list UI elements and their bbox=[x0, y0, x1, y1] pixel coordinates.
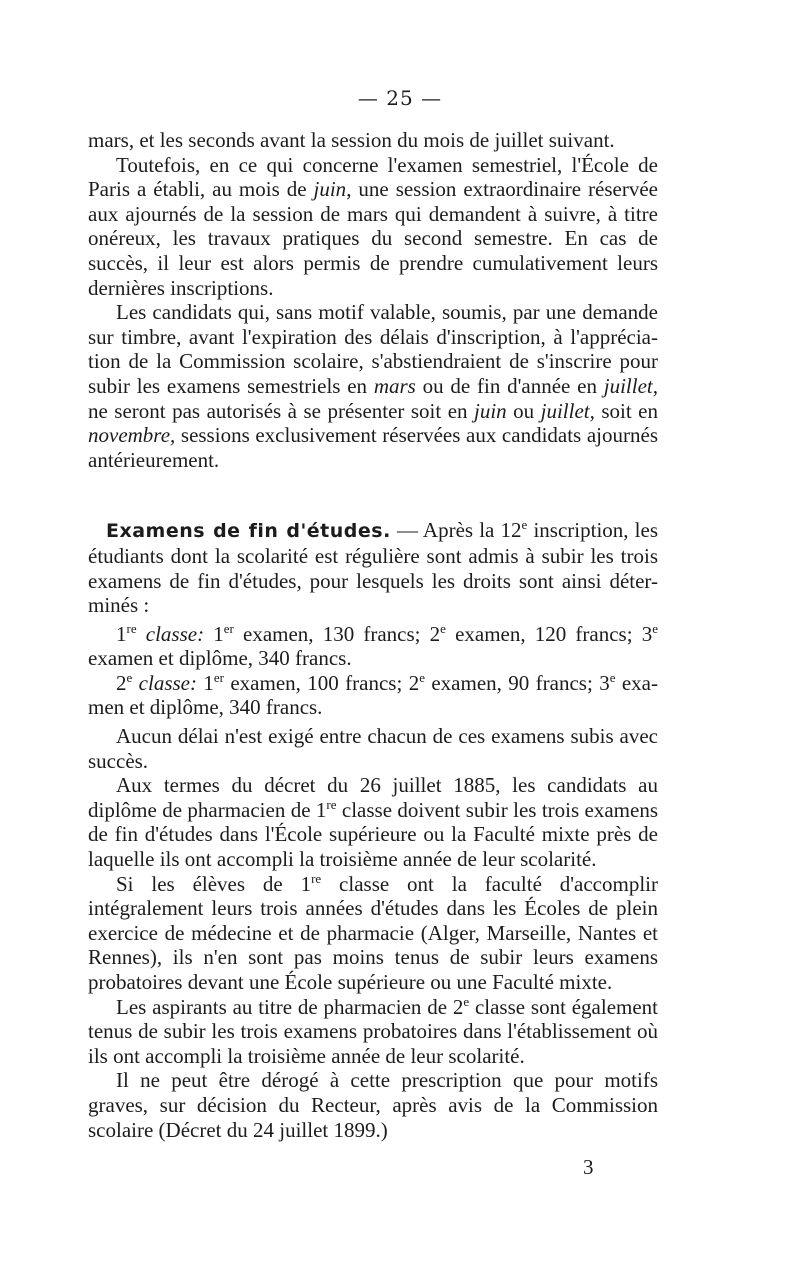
second-class-sup-b: e bbox=[419, 669, 425, 685]
paragraph-9-text: Il ne peut être dérogé à cette prescription que pour motifs graves, sur décision du Recteur, après avis de la Commission scolaire (Décret du 24 juillet 1899.) bbox=[88, 1068, 658, 1142]
paragraph-8-text-b: classe sont également tenus de subir les trois examens probatoires dans l'établissement où ils ont accompli la troisième année de leur scolarité. bbox=[88, 994, 658, 1068]
first-class-num: 1 bbox=[116, 621, 127, 646]
section-heading: Examens de fin d'études. bbox=[106, 520, 391, 543]
first-class-text-a: 1 bbox=[204, 621, 224, 646]
signature-mark: 3 bbox=[583, 1155, 594, 1179]
second-class-sup-a: er bbox=[213, 669, 224, 685]
first-class-text-d: examen et diplôme, 340 francs. bbox=[88, 646, 352, 671]
paragraph-8-sup: e bbox=[463, 993, 470, 1009]
first-class-text-b: examen, 130 francs; 2 bbox=[233, 621, 441, 646]
paragraph-8 bbox=[88, 995, 658, 1069]
paragraph-1-text: mars, et les seconds avant la session du mois de juillet suivant. bbox=[88, 128, 615, 152]
first-class-sup: re bbox=[126, 620, 137, 636]
paragraph-6-text-b: classe doivent subir les trois examens de fin d'études dans l'École supérieure ou la Faculté mixte près de laquelle ils ont accompli la troisième année de leur scolarité. bbox=[88, 797, 659, 872]
paragraph-1 bbox=[88, 128, 658, 153]
paragraph-3 bbox=[88, 300, 658, 472]
page-number: — 25 — bbox=[357, 86, 443, 110]
paragraph-7 bbox=[88, 872, 658, 995]
paragraph-2-text-a: Toutefois, en ce qui concerne l'examen semestriel, l'École de Paris a établi, au mois de bbox=[88, 152, 658, 202]
paragraph-2 bbox=[88, 153, 658, 301]
second-class-sup: e bbox=[126, 669, 133, 685]
paragraph-7-sup: re bbox=[311, 870, 322, 886]
paragraph-4-sup: e bbox=[521, 517, 528, 533]
paragraph-3-text-a: Les candidats qui, sans motif valable, soumis, par une demande sur timbre, avant l'expiration des délais d'inscription, à l'apprécia-tion de la Commission scolaire, s'abstiendraient de s'inscrire pour subir les examens semestriels en bbox=[88, 300, 658, 398]
paragraph-6 bbox=[88, 773, 658, 871]
first-class-sup-c: e bbox=[652, 620, 658, 636]
paragraph-4-text-b: inscription, les étudiants dont la scolarité est régulière sont admis à subir les trois examens de fin d'études, pour lesquels les droits sont ainsi déter-minés : bbox=[88, 518, 658, 618]
second-class-text-c: examen, 90 francs; 3 bbox=[424, 670, 610, 695]
paragraph-7-text-a: Si les élèves de 1 bbox=[116, 871, 312, 896]
second-class-num: 2 bbox=[116, 670, 127, 695]
first-class-sup-b: e bbox=[440, 620, 446, 636]
second-class-text-b: examen, 100 francs; 2 bbox=[223, 670, 420, 695]
first-class-sup-a: er bbox=[223, 620, 234, 636]
second-class-text-d: exa-men et diplôme, 340 francs. bbox=[88, 670, 659, 720]
second-class-sup-c: e bbox=[609, 669, 616, 685]
fee-first-class bbox=[88, 622, 658, 671]
paragraph-2-text-b: , une session extraordinaire réservée aux ajournés de la session de mars qui demandent à suivre, à titre onéreux, les travaux pratiques du second semestre. En cas de succès, il leur est alors permis de prendre cumulativement leurs dernières inscriptions. bbox=[88, 177, 659, 300]
paragraph-7-text-b: classe ont la faculté d'accomplir intégralement leurs trois années d'études dans les Écoles de plein exercice de médecine et de pharmacie (Alger, Marseille, Nantes et Rennes), ils n'en sont pas moins tenus de subir leurs examens probatoires devant une École supérieure ou une Faculté mixte. bbox=[88, 871, 658, 994]
paragraph-5-text: Aucun délai n'est exigé entre chacun de ces examens subis avec succès. bbox=[88, 724, 658, 773]
paragraph-3-italic-juillet-2: juillet, bbox=[540, 398, 595, 423]
paragraph-2-italic-juin: juin bbox=[313, 177, 347, 202]
body-text bbox=[88, 128, 658, 1142]
paragraph-3-italic-novembre: novembre, bbox=[88, 423, 176, 448]
second-class-label: classe: bbox=[132, 670, 197, 695]
paragraph-3-text-c: ne seront pas autorisés à se présenter soit en bbox=[88, 398, 474, 423]
first-class-text-c: examen, 120 francs; 3 bbox=[445, 621, 653, 646]
paragraph-6-sup: re bbox=[326, 796, 337, 812]
paragraph-exams-intro bbox=[88, 518, 658, 617]
paragraph-3-italic-juin: juin bbox=[474, 398, 507, 423]
second-class-text-a: 1 bbox=[196, 670, 214, 695]
paragraph-5 bbox=[88, 724, 658, 773]
first-class-label: classe: bbox=[136, 621, 205, 646]
paragraph-3-text-e: soit en bbox=[594, 398, 658, 423]
fee-second-class bbox=[88, 671, 658, 720]
paragraph-3-italic-juillet: juillet, bbox=[603, 373, 658, 398]
paragraph-9 bbox=[88, 1068, 658, 1142]
paragraph-6-text-a: Aux termes du décret du 26 juillet 1885, les candidats au diplôme de pharmacien de 1 bbox=[88, 773, 658, 822]
paragraph-3-text-b: ou de fin d'année en bbox=[415, 373, 604, 398]
paragraph-8-text-a: Les aspirants au titre de pharmacien de 2 bbox=[116, 994, 464, 1019]
paragraph-3-text-f: sessions exclusivement réservées aux candidats ajournés antérieurement. bbox=[88, 423, 658, 472]
paragraph-4-text-a: — Après la 12 bbox=[390, 518, 522, 543]
paragraph-3-italic-mars: mars bbox=[373, 373, 416, 398]
paragraph-3-text-d: ou bbox=[506, 398, 541, 423]
